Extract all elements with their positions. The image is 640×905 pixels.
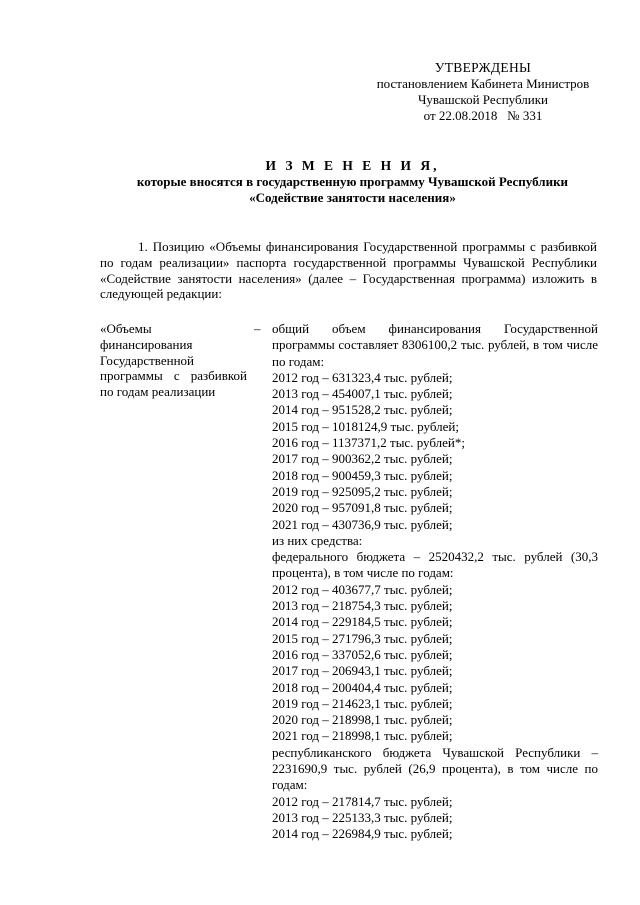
year-amount-line: 2018 год – 200404,4 тыс. рублей;	[272, 679, 453, 695]
year-amount-line: 2021 год – 218998,1 тыс. рублей;	[272, 728, 453, 744]
year-amount-line: 2013 год – 454007,1 тыс. рублей;	[272, 386, 453, 402]
document-heading	[100, 158, 605, 206]
year-amount-line: 2014 год – 951528,2 тыс. рублей;	[272, 402, 453, 418]
table-dash: –	[254, 321, 261, 336]
year-amount-line: 2020 год – 218998,1 тыс. рублей;	[272, 712, 453, 728]
year-amount-line: 2013 год – 218754,3 тыс. рублей;	[272, 598, 453, 614]
approval-line-3: от 22.08.2018 № 331	[423, 108, 543, 123]
of-which-label: из них средства:	[272, 532, 363, 548]
year-amount-line: 2012 год – 403677,7 тыс. рублей;	[272, 581, 453, 597]
heading-title: И З М Е Н Е Н И Я,	[265, 158, 440, 173]
year-amount-line: 2013 год – 225133,3 тыс. рублей;	[272, 809, 453, 825]
table-left-label: «Объемы финансирования Государственной программы с разбивкой по годам реализации	[100, 321, 247, 400]
federal-budget-text: федерального бюджета – 2520432,2 тыс. рублей (30,3 процента), в том числе по годам:	[272, 549, 598, 581]
year-amount-line: 2016 год – 337052,6 тыс. рублей;	[272, 646, 453, 662]
year-amount-line: 2016 год – 1137371,2 тыс. рублей*;	[272, 435, 465, 451]
year-amount-line: 2021 год – 430736,9 тыс. рублей;	[272, 516, 453, 532]
year-amount-line: 2018 год – 900459,3 тыс. рублей;	[272, 467, 453, 483]
approval-block	[358, 60, 608, 124]
year-amount-line: 2012 год – 217814,7 тыс. рублей;	[272, 793, 453, 809]
approval-title: УТВЕРЖДЕНЫ	[434, 60, 532, 75]
republic-budget-text: республиканского бюджета Чувашской Республики – 2231690,9 тыс. рублей (26,9 процента), в том числе по годам:	[272, 744, 598, 793]
table-right-content	[272, 321, 598, 843]
year-amount-line: 2017 год – 206943,1 тыс. рублей;	[272, 663, 453, 679]
year-amount-line: 2012 год – 631323,4 тыс. рублей;	[272, 369, 453, 385]
year-amount-line: 2015 год – 271796,3 тыс. рублей;	[272, 630, 453, 646]
total-financing-text: общий объем финансирования Государственной программы составляет 8306100,2 тыс. рублей, в том числе по годам:	[272, 321, 598, 369]
year-amount-line: 2014 год – 226984,9 тыс. рублей;	[272, 826, 453, 842]
republic-years-list	[272, 794, 598, 843]
year-amount-line: 2017 год – 900362,2 тыс. рублей;	[272, 451, 453, 467]
heading-line-2: «Содействие занятости населения»	[249, 190, 456, 205]
year-amount-line: 2014 год – 229184,5 тыс. рублей;	[272, 614, 453, 630]
heading-line-1: которые вносятся в государственную программу Чувашской Республики	[136, 174, 569, 189]
total-years-list	[272, 370, 598, 533]
approval-line-2: Чувашской Республики	[417, 92, 549, 107]
year-amount-line: 2019 год – 214623,1 тыс. рублей;	[272, 695, 453, 711]
year-amount-line: 2019 год – 925095,2 тыс. рублей;	[272, 483, 453, 499]
federal-years-list	[272, 582, 598, 745]
year-amount-line: 2015 год – 1018124,9 тыс. рублей;	[272, 418, 459, 434]
intro-paragraph: 1. Позицию «Объемы финансирования Государственной программы с разбивкой по годам реализации» паспорта государственной программы Чувашской Республики «Содействие занятости населения» (далее – Государственная программа) изложить в следующей редакции:	[100, 239, 597, 302]
year-amount-line: 2020 год – 957091,8 тыс. рублей;	[272, 500, 453, 516]
approval-line-1: постановлением Кабинета Министров	[376, 76, 590, 91]
